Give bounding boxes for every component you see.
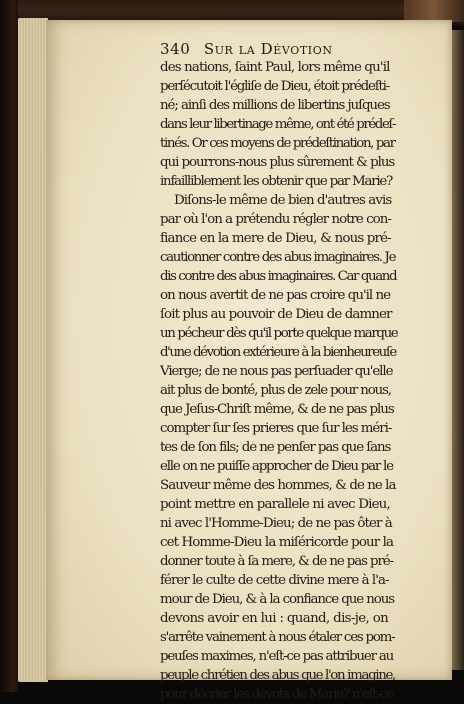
text-line: Sauveur même des hommes, & de ne la: [160, 478, 396, 493]
text-line: cet Homme-Dieu la miſéricorde pour la: [160, 535, 394, 550]
text-line: Diſons-le même de bien d'autres avis: [174, 193, 392, 208]
text-line: point mettre en parallele ni avec Dieu,: [160, 497, 390, 512]
text-line: infailliblement les obtenir que par Marie?: [160, 174, 393, 189]
text-line: des nations, ſaint Paul, lors même qu'il: [160, 60, 390, 75]
text-line: ſoit plus au pouvoir de Dieu de damner: [160, 307, 392, 322]
text-line: né; ainſi des millions de libertins juſques: [160, 98, 390, 113]
text-line: par où l'on a prétendu régler notre con-: [160, 212, 391, 227]
text-line: on nous avertit de ne pas croire qu'il ne: [160, 288, 391, 303]
text-line: peuple chrétien des abus que l'on imagine,: [160, 668, 395, 683]
text-line: tinés. Or ces moyens de prédeſtination, par: [160, 136, 395, 151]
text-line: dans leur libertinage même, ont été prédeſ-: [160, 117, 396, 132]
page-number: 340: [160, 40, 191, 58]
text-line: cautionner contre des abus imaginaires. Je: [160, 250, 396, 265]
text-line: tes de ſon fils; de ne penſer pas que ſans: [160, 440, 391, 455]
bookmark-ribbon: [404, 0, 464, 22]
text-line: mour de Dieu, & à la confiance que nous: [160, 592, 395, 607]
text-line: qui pourrons-nous plus sûrement & plus: [160, 155, 395, 170]
running-title: Sur la Dévotion: [203, 40, 333, 58]
text-line: elle on ne puiſſe approcher de Dieu par le: [160, 459, 393, 474]
text-line: ni avec l'Homme-Dieu; de ne pas ôter à: [160, 516, 392, 531]
text-line: pour décrier les dévots de Marie? n'eſt-ce: [160, 687, 393, 702]
body-text: [160, 58, 398, 704]
text-line: peuſes maximes, n'eſt-ce pas attribuer au: [160, 649, 394, 664]
text-line: fiance en la mere de Dieu, & nous pré-: [160, 231, 391, 246]
text-line: donner toute à ſa mere, & de ne pas pré-: [160, 554, 393, 569]
text-line: ait plus de bonté, plus de zele pour nous,: [160, 383, 391, 398]
text-line: férer le culte de cette divine mere à l'a-: [160, 573, 389, 588]
page-edges: [18, 18, 48, 682]
text-line: compter ſur ſes prieres que ſur les méri-: [160, 421, 392, 436]
page-right-shadow: [452, 30, 464, 670]
text-line: dis contre des abus imaginaires. Car quand: [160, 269, 397, 284]
text-line: perſécutoit l'égliſe de Dieu, étoit prédeſti-: [160, 79, 389, 94]
text-line: un pécheur dès qu'il porte quelque marque: [160, 326, 398, 341]
text-line: s'arrête vainement à nous étaler ces pom-: [160, 630, 395, 645]
text-line: d'une dévotion extérieure à la bienheureuſe: [160, 345, 396, 360]
book-cover-left: [0, 0, 18, 692]
text-line: que Jeſus-Chriſt même, & de ne pas plus: [160, 402, 394, 417]
text-line: Vierge; de ne nous pas perſuader qu'elle: [160, 364, 393, 379]
running-header: [160, 40, 430, 60]
text-line: devons avoir en lui : quand, dis-je, on: [160, 611, 389, 626]
